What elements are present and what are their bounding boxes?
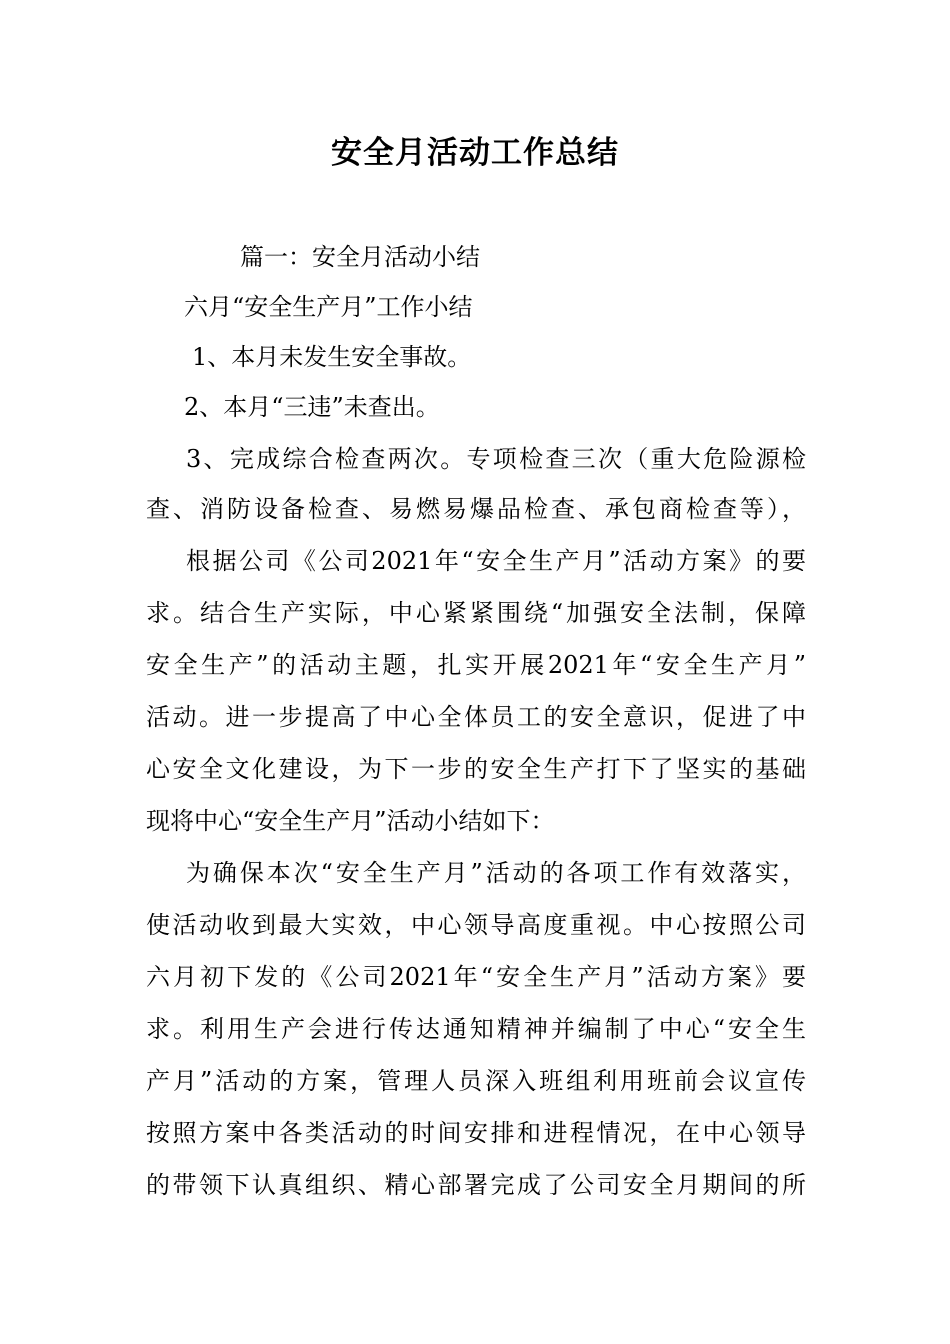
paragraph-1-line-5: 心安全文化建设，为下一步的安全生产打下了坚实的基础: [146, 755, 806, 783]
paragraph-2-line-5: 产月”活动的方案，管理人员深入班组利用班前会议宣传: [146, 1067, 806, 1095]
paragraph-2-line-1: 为确保本次“安全生产月”活动的各项工作有效落实，: [186, 859, 806, 887]
section-heading: 篇一：安全月活动小结: [240, 243, 480, 271]
paragraph-2-line-2: 使活动收到最大实效，中心领导高度重视。中心按照公司: [146, 911, 806, 939]
list-item-3-line-2: 查、消防设备检查、易燃易爆品检查、承包商检查等），: [146, 495, 806, 523]
paragraph-1-line-1: 根据公司《公司2021年“安全生产月”活动方案》的要: [186, 547, 806, 575]
list-item-1: 1、本月未发生安全事故。: [192, 343, 472, 371]
paragraph-2-line-4: 求。利用生产会进行传达通知精神并编制了中心“安全生: [146, 1015, 806, 1043]
document-title: 安全月活动工作总结: [331, 135, 619, 171]
subsection-heading: 六月“安全生产月”工作小结: [184, 293, 473, 321]
list-item-2: 2、本月“三违”未查出。: [184, 393, 440, 421]
paragraph-1-line-2: 求。结合生产实际，中心紧紧围绕“加强安全法制，保障: [146, 599, 806, 627]
list-item-3-line-1: 3、完成综合检查两次。专项检查三次（重大危险源检: [186, 445, 806, 473]
paragraph-1-line-6: 现将中心“安全生产月”活动小结如下：: [146, 807, 555, 835]
paragraph-2-line-7: 的带领下认真组织、精心部署完成了公司安全月期间的所: [146, 1171, 806, 1199]
paragraph-2-line-6: 按照方案中各类活动的时间安排和进程情况，在中心领导: [146, 1119, 806, 1147]
paragraph-2-line-3: 六月初下发的《公司2021年“安全生产月”活动方案》要: [146, 963, 806, 991]
paragraph-1-line-4: 活动。进一步提高了中心全体员工的安全意识，促进了中: [146, 703, 806, 731]
paragraph-1-line-3: 安全生产”的活动主题，扎实开展2021年“安全生产月”: [146, 651, 806, 679]
